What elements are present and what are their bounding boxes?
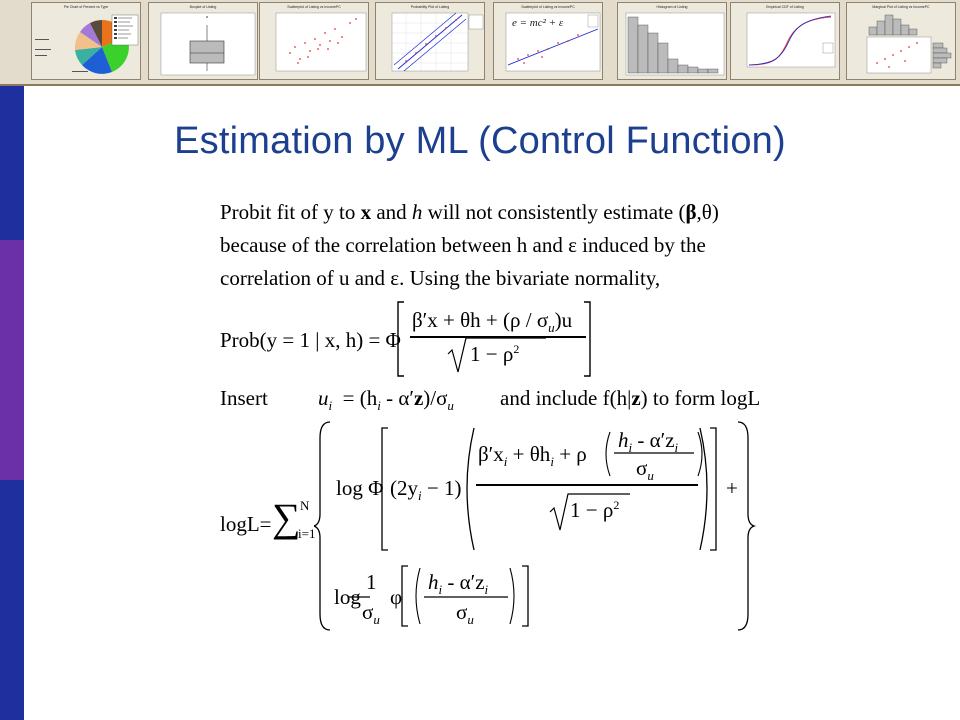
text-segment: )/σ: [423, 386, 448, 410]
text-segment: u: [548, 320, 555, 336]
text-segment: - α′: [380, 386, 414, 410]
term1-factor: [390, 476, 461, 504]
text-segment: Probit fit of y to: [220, 200, 361, 224]
thumbnail-probability-plot: [375, 2, 485, 80]
text-segment: h: [428, 570, 439, 594]
paragraph-line-1: [220, 200, 719, 225]
text-segment: i: [418, 488, 422, 504]
prob-lhs: Prob(y = 1 | x, h) = Φ: [220, 328, 401, 352]
thumbnail-title: Boxplot of Listing: [189, 5, 217, 9]
term2-one: 1: [366, 570, 377, 594]
text-segment: - α′z: [632, 428, 675, 452]
thumbnail-marginal-plot: [846, 2, 956, 80]
text-segment: u: [318, 386, 329, 410]
thumbnail-strip: [0, 0, 960, 84]
thumbnail-pie-chart: [31, 2, 141, 80]
text-segment: i: [550, 454, 554, 470]
insert-formula: [318, 386, 454, 414]
text-segment: (2y: [390, 476, 418, 500]
thumbnail-title: Scatterplot of Listing vs IncomePC: [287, 5, 341, 9]
term2-numerator: [428, 570, 488, 598]
side-accent-middle: [0, 240, 24, 480]
text-segment: β′x: [478, 442, 504, 466]
text-segment: i: [377, 398, 381, 414]
text-segment: σ: [362, 600, 374, 624]
summation-sign: ∑: [272, 495, 301, 540]
text-segment: h: [411, 200, 423, 224]
term1-numerator: [478, 442, 587, 470]
term2-sigma: [362, 600, 380, 628]
probability-plot-graphic: [376, 3, 485, 80]
thumbnail-title: Pie Chart of Percent vs Type: [63, 5, 109, 9]
text-segment: β′x + θh + (ρ / σ: [412, 308, 549, 332]
text-segment: = (h: [342, 386, 378, 410]
text-segment: i: [328, 398, 333, 414]
plus-sign: +: [726, 476, 738, 500]
thumbnail-equation: e = mc² + ε: [512, 17, 564, 29]
paragraph-line-3: correlation of u and ε. Using the bivariate normality,: [220, 266, 661, 290]
prob-numerator: [412, 308, 572, 336]
text-segment: ) to form logL: [640, 386, 761, 410]
thumbnail-boxplot: [148, 2, 258, 80]
text-segment: 1 − ρ: [570, 498, 614, 522]
text-segment: i: [628, 440, 633, 456]
thumbnail-cdf: [730, 2, 840, 80]
marginal-plot-graphic: [847, 3, 956, 80]
term2-phi: φ: [390, 585, 403, 609]
boxplot-graphic: [149, 3, 258, 80]
inner-denominator: [636, 456, 654, 484]
side-accent-bottom: [0, 480, 24, 720]
side-accent-bar: [0, 0, 24, 720]
text-segment: and: [371, 200, 412, 224]
summation-upper: N: [300, 498, 310, 513]
logl-lhs: logL=: [220, 512, 272, 536]
text-segment: 1 − ρ: [470, 342, 514, 366]
insert-tail: [500, 386, 760, 411]
term2-denominator: [456, 600, 474, 628]
slide-title: Estimation by ML (Control Function): [174, 120, 786, 162]
thumbnail-title: Scatterplot of Listing vs IncomePC: [521, 5, 575, 9]
text-segment: u: [647, 468, 654, 484]
text-segment: u: [467, 612, 474, 628]
regression-plot-graphic: [494, 3, 603, 80]
term1-denominator: [570, 498, 619, 523]
term1-fraction-bar: [476, 484, 698, 486]
thumbnail-title: Probability Plot of Listing: [410, 5, 450, 9]
text-segment: )u: [554, 308, 573, 332]
text-segment: + ρ: [553, 442, 587, 466]
prob-denominator: [470, 342, 519, 367]
text-segment: i: [503, 454, 508, 470]
thumbnail-title: Empirical CDF of Listing: [766, 5, 804, 9]
text-segment: i: [484, 582, 489, 598]
text-segment: and include f(h|: [500, 386, 632, 410]
strip-divider: [0, 84, 960, 86]
text-segment: u: [373, 612, 380, 628]
pie-chart-graphic: [32, 3, 141, 80]
text-segment: σ: [636, 456, 648, 480]
text-segment: u: [447, 398, 454, 414]
histogram-graphic: [618, 3, 727, 80]
text-segment: z: [413, 386, 424, 410]
text-segment: will not consistently estimate (: [422, 200, 686, 224]
text-segment: 2: [613, 498, 620, 512]
insert-label: Insert: [220, 386, 268, 410]
term1-log-phi: log Φ: [336, 476, 384, 500]
text-segment: β: [685, 200, 697, 224]
text-segment: i: [674, 440, 679, 456]
thumbnail-title: Histogram of Listing: [656, 5, 688, 9]
text-segment: ,θ): [696, 200, 719, 224]
text-segment: z: [631, 386, 641, 410]
text-segment: - α′z: [442, 570, 485, 594]
text-segment: i: [438, 582, 443, 598]
thumbnail-regression-plot: [493, 2, 603, 80]
paragraph-line-2: because of the correlation between h and ε induced by the: [220, 233, 706, 257]
text-segment: + θh: [507, 442, 551, 466]
cdf-graphic: [731, 3, 840, 80]
text-segment: x: [360, 200, 372, 224]
text-segment: h: [618, 428, 629, 452]
inner-numerator: [618, 428, 678, 456]
summation-lower: i=1: [298, 526, 316, 541]
term2-log: log: [334, 585, 361, 609]
text-segment: − 1): [421, 476, 462, 500]
text-segment: 2: [513, 342, 520, 356]
scatterplot-graphic: [260, 3, 369, 80]
thumbnail-histogram: [617, 2, 727, 80]
thumbnail-scatterplot: [259, 2, 369, 80]
text-segment: σ: [456, 600, 468, 624]
prob-fraction-bar: [410, 336, 586, 338]
thumbnail-title: Marginal Plot of Listing vs IncomePC: [872, 5, 930, 9]
